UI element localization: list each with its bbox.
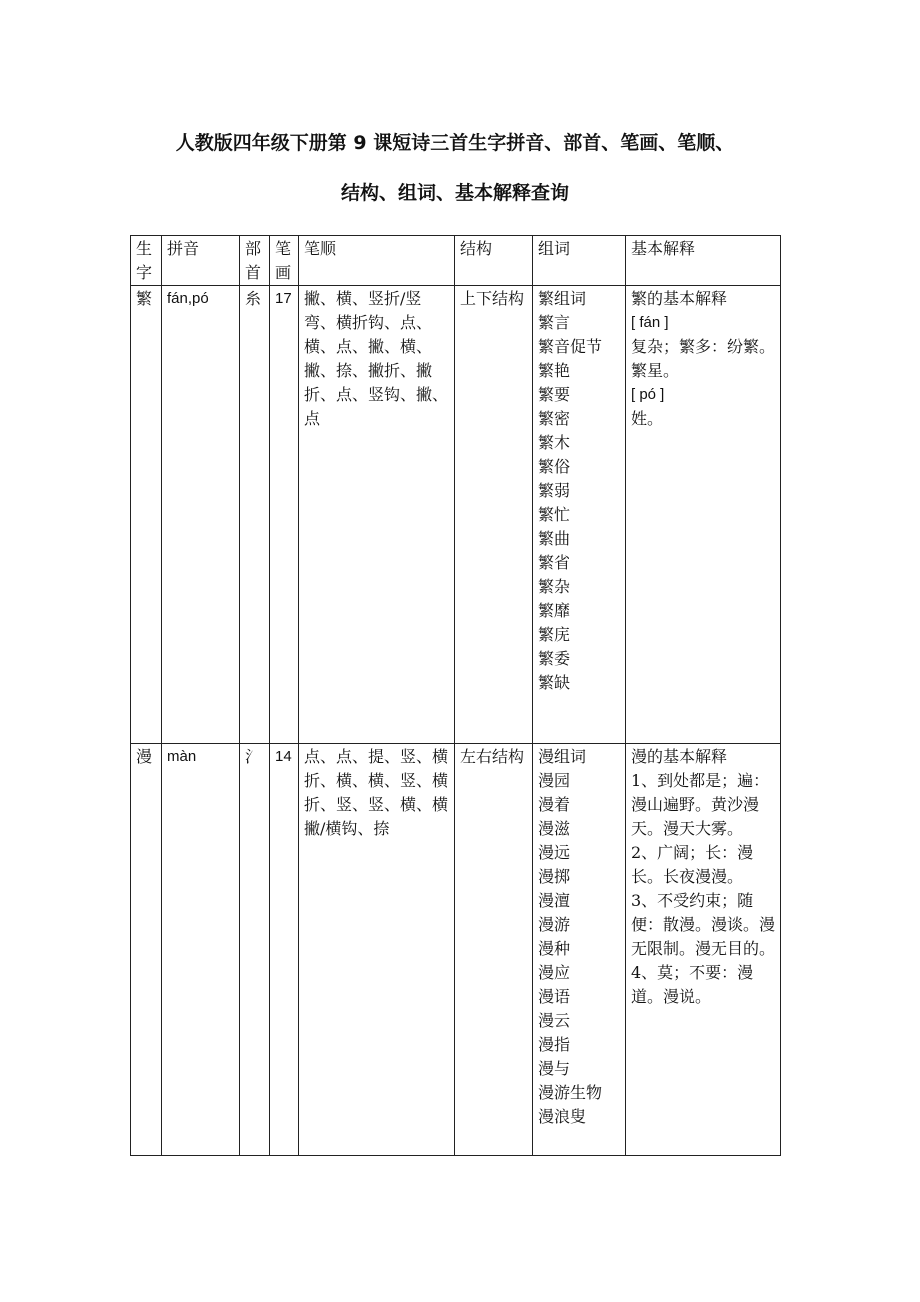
word-item: 繁密 (538, 409, 571, 428)
header-strokes: 笔画 (270, 236, 299, 286)
word-item: 繁曲 (538, 529, 571, 548)
strokes-cell: 17 (270, 286, 299, 744)
word-item: 漫应 (538, 963, 571, 982)
word-item: 繁弱 (538, 481, 571, 500)
pinyin-cell: fán,pó (162, 286, 240, 744)
word-item: 繁杂 (538, 577, 571, 596)
table-header-row (131, 236, 781, 286)
header-char: 生字 (131, 236, 162, 286)
word-item: 繁木 (538, 433, 571, 452)
char-cell: 漫 (131, 744, 162, 1156)
header-meaning: 基本解释 (626, 236, 781, 286)
words-cell (533, 286, 626, 744)
word-item: 漫语 (538, 987, 571, 1006)
order-cell: 点、点、提、竖、横折、横、横、竖、横折、竖、竖、横、横撇/横钩、捺 (299, 744, 455, 1156)
word-item: 繁言 (538, 313, 571, 332)
meaning-line: 4、莫；不要：漫道。漫说。 (631, 963, 754, 1006)
word-item: 漫滋 (538, 819, 571, 838)
character-table (130, 235, 781, 1156)
meaning-line: 2、广阔；长：漫长。长夜漫漫。 (631, 843, 754, 886)
document-title (130, 118, 780, 218)
word-item: 漫掷 (538, 867, 571, 886)
word-item: 漫游 (538, 915, 571, 934)
word-item: 繁艳 (538, 361, 571, 380)
char-cell: 繁 (131, 286, 162, 744)
header-words: 组词 (533, 236, 626, 286)
meaning-line: 漫的基本解释 (631, 747, 728, 766)
word-item: 漫浪叟 (538, 1107, 587, 1126)
word-item: 漫着 (538, 795, 571, 814)
word-item: 繁委 (538, 649, 571, 668)
order-cell: 撇、横、竖折/竖弯、横折钩、点、横、点、撇、横、撇、捺、撇折、撇折、点、竖钩、撇、点 (299, 286, 455, 744)
word-item: 繁忙 (538, 505, 571, 524)
word-item: 漫澶 (538, 891, 571, 910)
meaning-line: [ pó ] (631, 386, 665, 403)
radical-cell: 氵 (240, 744, 270, 1156)
meaning-line: 3、不受约束；随便：散漫。漫谈。漫无限制。漫无目的。 (631, 891, 776, 958)
meaning-line: 1、到处都是；遍：漫山遍野。黄沙漫天。漫天大雾。 (631, 771, 770, 838)
strokes-cell: 14 (270, 744, 299, 1156)
word-item: 繁组词 (538, 289, 587, 308)
header-order: 笔顺 (299, 236, 455, 286)
meaning-cell (626, 744, 781, 1156)
table-row (131, 744, 781, 1156)
meaning-line: 复杂；繁多：纷繁。繁星。 (631, 337, 776, 380)
radical-cell: 糸 (240, 286, 270, 744)
word-item: 漫云 (538, 1011, 571, 1030)
word-item: 漫与 (538, 1059, 571, 1078)
meaning-line: 繁的基本解释 (631, 289, 728, 308)
word-item: 漫指 (538, 1035, 571, 1054)
meaning-line: 姓。 (631, 409, 664, 428)
header-radical: 部首 (240, 236, 270, 286)
word-item: 漫园 (538, 771, 571, 790)
word-item: 漫游生物 (538, 1083, 603, 1102)
word-item: 漫组词 (538, 747, 587, 766)
meaning-line: [ fán ] (631, 314, 669, 331)
pinyin-cell: màn (162, 744, 240, 1156)
word-item: 繁音促节 (538, 337, 603, 356)
table-row (131, 286, 781, 744)
word-item: 繁要 (538, 385, 571, 404)
word-item: 繁庑 (538, 625, 571, 644)
word-item: 繁缺 (538, 673, 571, 692)
words-cell (533, 744, 626, 1156)
word-item: 繁省 (538, 553, 571, 572)
title-line-2: 结构、组词、基本解释查询 (340, 182, 569, 204)
header-structure: 结构 (455, 236, 533, 286)
word-item: 漫种 (538, 939, 571, 958)
header-pinyin: 拼音 (162, 236, 240, 286)
title-line-1: 人教版四年级下册第 9 课短诗三首生字拼音、部首、笔画、笔顺、 (175, 132, 735, 154)
structure-cell: 左右结构 (455, 744, 533, 1156)
word-item: 漫远 (538, 843, 571, 862)
meaning-cell (626, 286, 781, 744)
structure-cell: 上下结构 (455, 286, 533, 744)
word-item: 繁俗 (538, 457, 571, 476)
word-item: 繁靡 (538, 601, 571, 620)
